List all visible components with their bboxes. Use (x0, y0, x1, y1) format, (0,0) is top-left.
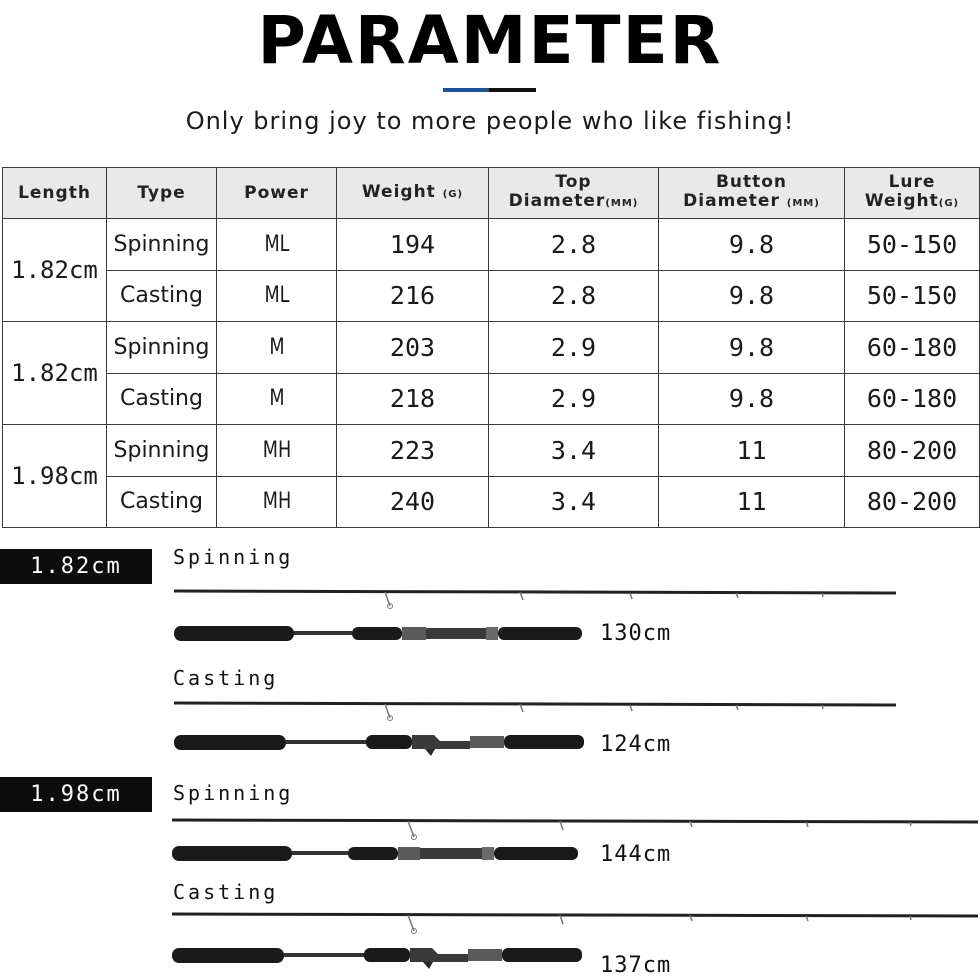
rod-label-casting-198: Casting (173, 880, 279, 904)
cell-weight: 218 (337, 373, 489, 425)
length-badge-182: 1.82cm (0, 549, 152, 584)
rod-tip-casting-198-image (172, 914, 978, 934)
rod-length-spinning-182: 130cm (600, 621, 672, 646)
rod-handle-spinning-182-image (174, 626, 582, 641)
rod-handle-casting-198-image (172, 948, 582, 969)
cell-power: M (229, 373, 325, 425)
cell-button-diameter: 9.8 (659, 373, 845, 425)
cell-weight: 203 (337, 322, 489, 374)
cell-type: Casting (107, 476, 217, 528)
header-button-diameter: Button Diameter (MM) (659, 168, 845, 219)
cell-weight: 216 (337, 270, 489, 322)
cell-power: ML (229, 270, 325, 322)
rod-handle-casting-182-image (174, 735, 584, 756)
cell-power: MH (229, 425, 325, 477)
rod-tip-casting-182-image (174, 703, 896, 721)
cell-lure-weight: 60-180 (845, 373, 980, 425)
cell-power: M (229, 322, 325, 374)
cell-button-diameter: 11 (659, 425, 845, 477)
header-top-diameter: Top Diameter(MM) (489, 168, 659, 219)
header-power: Power (217, 168, 337, 219)
cell-power: ML (229, 219, 325, 271)
rod-tip-spinning-182-image (174, 591, 896, 609)
cell-button-diameter: 11 (659, 476, 845, 528)
cell-button-diameter: 9.8 (659, 322, 845, 374)
rod-length-spinning-198: 144cm (600, 842, 672, 867)
rod-label-casting-182: Casting (173, 666, 279, 690)
length-badge-198: 1.98cm (0, 777, 152, 812)
cell-lure-weight: 80-200 (845, 425, 980, 477)
cell-top-diameter: 2.8 (489, 219, 659, 271)
cell-weight: 194 (337, 219, 489, 271)
page-subtitle: Only bring joy to more people who like fishing! (185, 107, 795, 135)
rod-tip-spinning-198-image (172, 820, 978, 840)
header-weight: Weight (G) (337, 168, 489, 219)
cell-top-diameter: 2.9 (489, 373, 659, 425)
cell-lure-weight: 80-200 (845, 476, 980, 528)
cell-length: 1.82cm (3, 322, 107, 425)
cell-top-diameter: 3.4 (489, 425, 659, 477)
cell-type: Casting (107, 373, 217, 425)
cell-lure-weight: 60-180 (845, 322, 980, 374)
cell-button-diameter: 9.8 (659, 270, 845, 322)
cell-lure-weight: 50-150 (845, 270, 980, 322)
cell-weight: 223 (337, 425, 489, 477)
cell-length: 1.82cm (3, 219, 107, 322)
cell-weight: 240 (337, 476, 489, 528)
cell-top-diameter: 2.8 (489, 270, 659, 322)
rod-label-spinning-198: Spinning (173, 781, 294, 805)
rod-label-spinning-182: Spinning (173, 545, 294, 569)
cell-top-diameter: 3.4 (489, 476, 659, 528)
rod-length-casting-182: 124cm (600, 732, 672, 757)
cell-top-diameter: 2.9 (489, 322, 659, 374)
cell-lure-weight: 50-150 (845, 219, 980, 271)
cell-type: Spinning (107, 322, 217, 374)
header-type: Type (107, 168, 217, 219)
rod-length-casting-198: 137cm (600, 953, 672, 978)
cell-power: MH (229, 476, 325, 528)
header-length: Length (3, 168, 107, 219)
cell-type: Spinning (107, 425, 217, 477)
rod-handle-spinning-198-image (172, 846, 578, 861)
header-lure-weight: Lure Weight(G) (845, 168, 980, 219)
cell-length: 1.98cm (3, 425, 107, 528)
cell-type: Casting (107, 270, 217, 322)
page-title: PARAMETER (257, 2, 723, 79)
cell-type: Spinning (107, 219, 217, 271)
cell-button-diameter: 9.8 (659, 219, 845, 271)
